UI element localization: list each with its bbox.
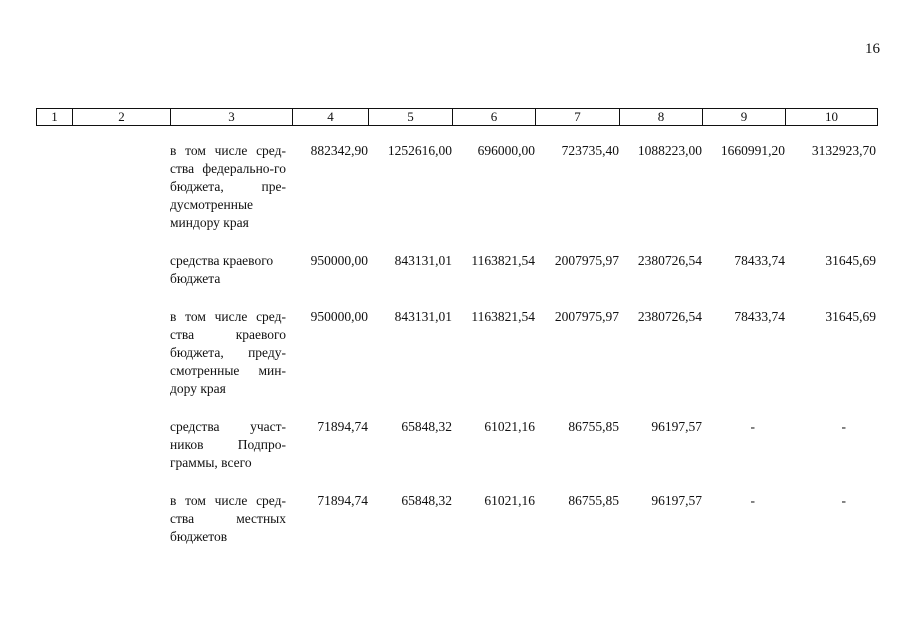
value-col-5: 65848,32	[401, 493, 452, 508]
column-header-6: 6	[453, 109, 536, 126]
column-header-7: 7	[536, 109, 620, 126]
value-col-7: 2007975,97	[554, 253, 619, 268]
table-row	[36, 252, 877, 288]
value-col-9: 78433,74	[734, 309, 785, 324]
value-col-6: 696000,00	[477, 143, 535, 158]
value-col-7: 86755,85	[568, 419, 619, 434]
value-col-5: 843131,01	[394, 253, 452, 268]
value-col-4: 950000,00	[310, 309, 368, 324]
value-col-6: 1163821,54	[471, 253, 535, 268]
value-col-10: -	[841, 419, 846, 434]
empty-cell	[36, 252, 72, 288]
value-col-5: 65848,32	[401, 419, 452, 434]
table-row	[36, 492, 877, 546]
value-col-6: 1163821,54	[471, 309, 535, 324]
value-col-10: 3132923,70	[811, 143, 876, 158]
value-col-9: 1660991,20	[720, 143, 785, 158]
value-col-8: 1088223,00	[637, 143, 702, 158]
value-col-7: 723735,40	[561, 143, 619, 158]
value-col-7: 2007975,97	[554, 309, 619, 324]
value-col-9: 78433,74	[734, 253, 785, 268]
value-col-6: 61021,16	[484, 493, 535, 508]
empty-cell	[72, 308, 170, 398]
empty-cell	[72, 418, 170, 472]
value-col-8: 2380726,54	[637, 253, 702, 268]
row-description: в том числе сред-ства федерально-го бюджета, пре-дусмотренные миндору края	[170, 143, 286, 230]
value-col-8: 96197,57	[651, 493, 702, 508]
column-header-1: 1	[37, 109, 73, 126]
value-col-10: 31645,69	[825, 253, 876, 268]
table-body	[36, 142, 877, 566]
empty-cell	[36, 142, 72, 232]
row-description: в том числе сред-ства местных бюджетов	[170, 493, 286, 544]
table-row	[36, 308, 877, 398]
value-col-9: -	[750, 493, 755, 508]
empty-cell	[36, 492, 72, 546]
value-col-9: -	[750, 419, 755, 434]
value-col-5: 843131,01	[394, 309, 452, 324]
value-col-4: 71894,74	[317, 493, 368, 508]
empty-cell	[36, 308, 72, 398]
value-col-10: -	[841, 493, 846, 508]
empty-cell	[72, 252, 170, 288]
row-description: средства краевого бюджета	[170, 253, 274, 286]
column-header-3: 3	[171, 109, 293, 126]
empty-cell	[36, 418, 72, 472]
row-description: средства участ-ников Подпро-граммы, всего	[170, 419, 286, 470]
empty-cell	[72, 492, 170, 546]
empty-cell	[72, 142, 170, 232]
column-number-header	[36, 108, 878, 126]
value-col-8: 2380726,54	[637, 309, 702, 324]
column-header-8: 8	[620, 109, 703, 126]
table-row	[36, 418, 877, 472]
column-header-2: 2	[73, 109, 171, 126]
value-col-4: 71894,74	[317, 419, 368, 434]
value-col-5: 1252616,00	[387, 143, 452, 158]
page-number: 16	[865, 41, 880, 57]
column-header-9: 9	[703, 109, 786, 126]
value-col-4: 950000,00	[310, 253, 368, 268]
row-description: в том числе сред-ства краевого бюджета, преду-смотренные мин-дору края	[170, 309, 286, 396]
column-header-10: 10	[786, 109, 878, 126]
value-col-4: 882342,90	[310, 143, 368, 158]
value-col-8: 96197,57	[651, 419, 702, 434]
column-header-4: 4	[293, 109, 369, 126]
value-col-7: 86755,85	[568, 493, 619, 508]
column-header-5: 5	[369, 109, 453, 126]
value-col-10: 31645,69	[825, 309, 876, 324]
table-row	[36, 142, 877, 232]
value-col-6: 61021,16	[484, 419, 535, 434]
